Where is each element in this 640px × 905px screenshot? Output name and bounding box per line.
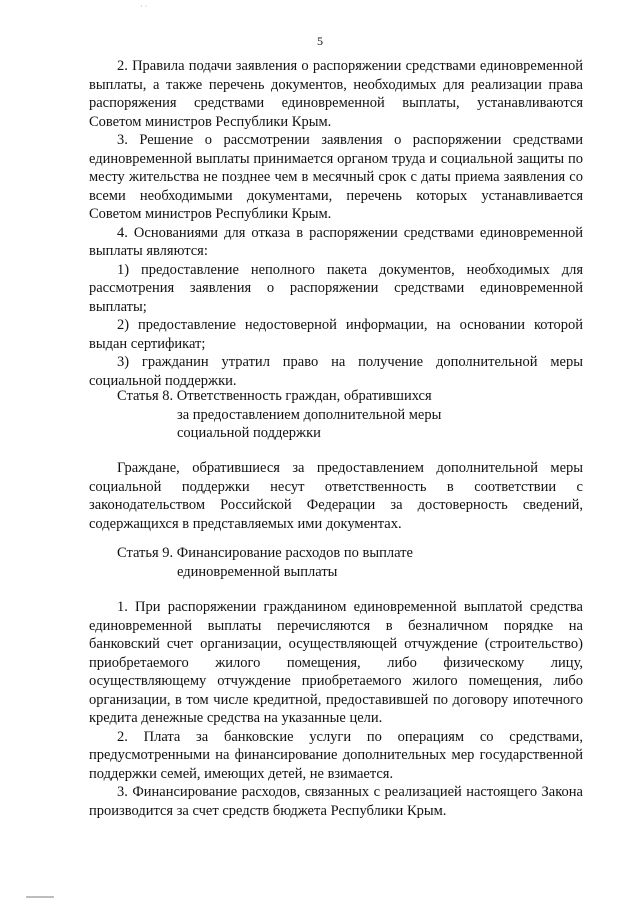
article-8-paragraph: Граждане, обратившиеся за предоставлением дополнительной меры социальной поддержки несут ответственность в соответствии с законодательством Российской Федерации за достоверность сведений, содержащихся в представляемых ими документах.: [89, 460, 583, 532]
list-item-refusal-1: 1) предоставление неполного пакета документов, необходимых для рассмотрения заявления о распоряжении средствами единовременной выплаты;: [89, 261, 583, 315]
section-rules: [89, 57, 583, 390]
article-9-paragraph-1: 1. При распоряжении гражданином единовременной выплатой средства единовременной выплаты перечисляются в безналичном порядке на банковский счет организации, осуществляющей отчуждение (строительство) приобретаемого жилого помещения, либо физическому лицу, осуществляющему отчуждение приобретаемого жилого помещения, либо организации, в том числе кредитной, предоставившей по договору ипотечного кредита денежные средства на указанные цели.: [89, 599, 583, 726]
article-8-body: [89, 459, 583, 533]
paragraph-rules-2: 2. Правила подачи заявления о распоряжении средствами единовременной выплаты, а также перечень документов, необходимых для реализации права распоряжения средствами единовременной выплаты, устанавливаются Советом министров Республики Крым.: [89, 58, 583, 130]
article-9-paragraph-3: 3. Финансирование расходов, связанных с реализацией настоящего Закона производится за счет средств бюджета Республики Крым.: [89, 784, 583, 819]
article-9-paragraph-2: 2. Плата за банковские услуги по операциям со средствами, предусмотренными на финансирование дополнительных мер государственной поддержки семей, имеющих детей, не взимается.: [89, 728, 583, 782]
article-8-title: Статья 8. Ответственность граждан, обратившихся: [117, 388, 432, 404]
paragraph-rules-3: 3. Решение о рассмотрении заявления о распоряжении средствами единовременной выплаты принимается органом труда и социальной защиты по месту жительства не позднее чем в месячный срок с даты приема заявления со всеми необходимыми документами, перечень которых устанавливается Советом министров Республики Крым.: [89, 132, 583, 222]
scan-artifact: · ·: [140, 2, 148, 11]
article-8-title-line3: социальной поддержки: [177, 425, 321, 441]
article-9-title-line2: единовременной выплаты: [177, 563, 338, 580]
article-8-heading: [117, 387, 441, 443]
article-8-title-line2: за предоставлением дополнительной меры: [177, 406, 442, 423]
article-9-title: Статья 9. Финансирование расходов по выплате: [117, 545, 413, 561]
paragraph-rules-4: 4. Основаниями для отказа в распоряжении средствами единовременной выплаты являются:: [89, 224, 583, 259]
footer-scan-mark: [26, 896, 54, 898]
list-item-refusal-2: 2) предоставление недостоверной информации, на основании которой выдан сертификат;: [89, 317, 583, 352]
list-item-refusal-3: 3) гражданин утратил право на получение дополнительной меры социальной поддержки.: [89, 354, 583, 389]
article-9-body: [89, 598, 583, 820]
page-number: 5: [317, 34, 323, 48]
article-9-heading: [117, 544, 413, 581]
